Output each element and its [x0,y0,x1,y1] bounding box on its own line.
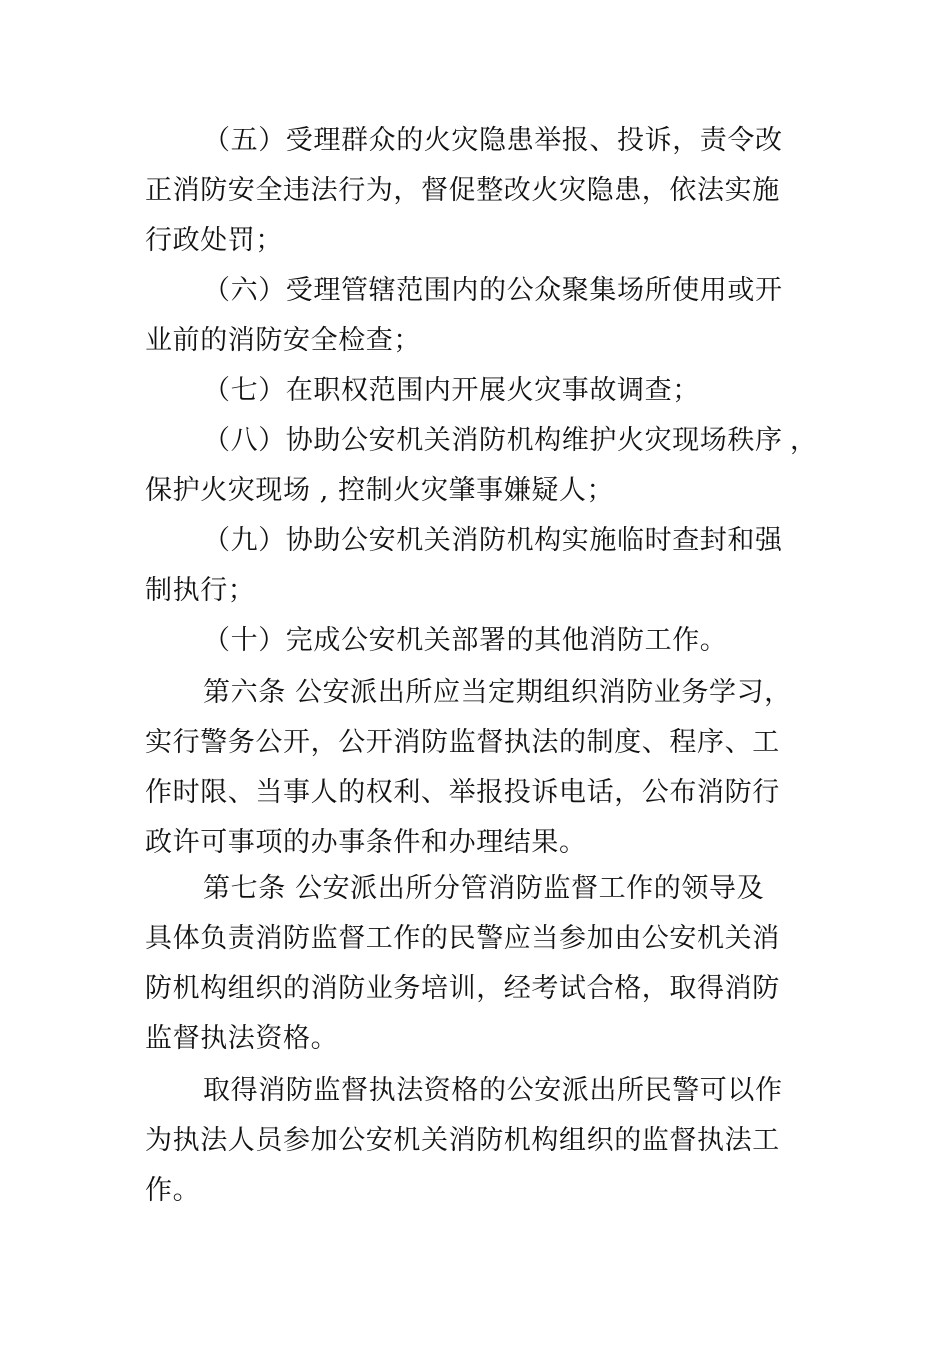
text-line: （十）完成公安机关部署的其他消防工作。 [203,625,728,656]
text-line: 监督执法资格。 [145,1023,339,1054]
text-line: 正消防安全违法行为，督促整改火灾隐患，依法实施 [145,175,780,206]
text-line: 具体负责消防监督工作的民警应当参加由公安机关消 [145,923,780,954]
text-line: （九）协助公安机关消防机构实施临时查封和强 [203,525,783,556]
text-line: 制执行； [145,575,256,606]
text-line: 行政处罚； [145,225,283,256]
trailing-comma: ， [790,425,817,456]
text-line: 作时限、当事人的权利、举报投诉电话，公布消防行 [145,777,780,808]
text-line: 为执法人员参加公安机关消防机构组织的监督执法工 [145,1125,780,1156]
text-line: 实行警务公开，公开消防监督执法的制度、程序、工 [145,727,780,758]
text-line: 防机构组织的消防业务培训，经考试合格，取得消防 [145,973,780,1004]
text-line: 第六条 公安派出所应当定期组织消防业务学习， [203,677,792,708]
text-line: 政许可事项的办事条件和办理结果。 [145,827,587,858]
text-line: 作。 [145,1175,201,1206]
text-line: （六）受理管辖范围内的公众聚集场所使用或开 [203,275,783,306]
text-line: 取得消防监督执法资格的公安派出所民警可以作 [203,1075,783,1106]
text-line: 保护火灾现场 , 控制火灾肇事嫌疑人； [145,475,615,506]
text-line: （七）在职权范围内开展火灾事故调查； [203,375,700,406]
text-line: （八）协助公安机关消防机构维护火灾现场秩序 [203,425,783,456]
text-line: 第七条 公安派出所分管消防监督工作的领导及 [203,873,765,904]
text-line: 业前的消防安全检查； [145,325,421,356]
text-line: （五）受理群众的火灾隐患举报、投诉，责令改 [203,125,783,156]
